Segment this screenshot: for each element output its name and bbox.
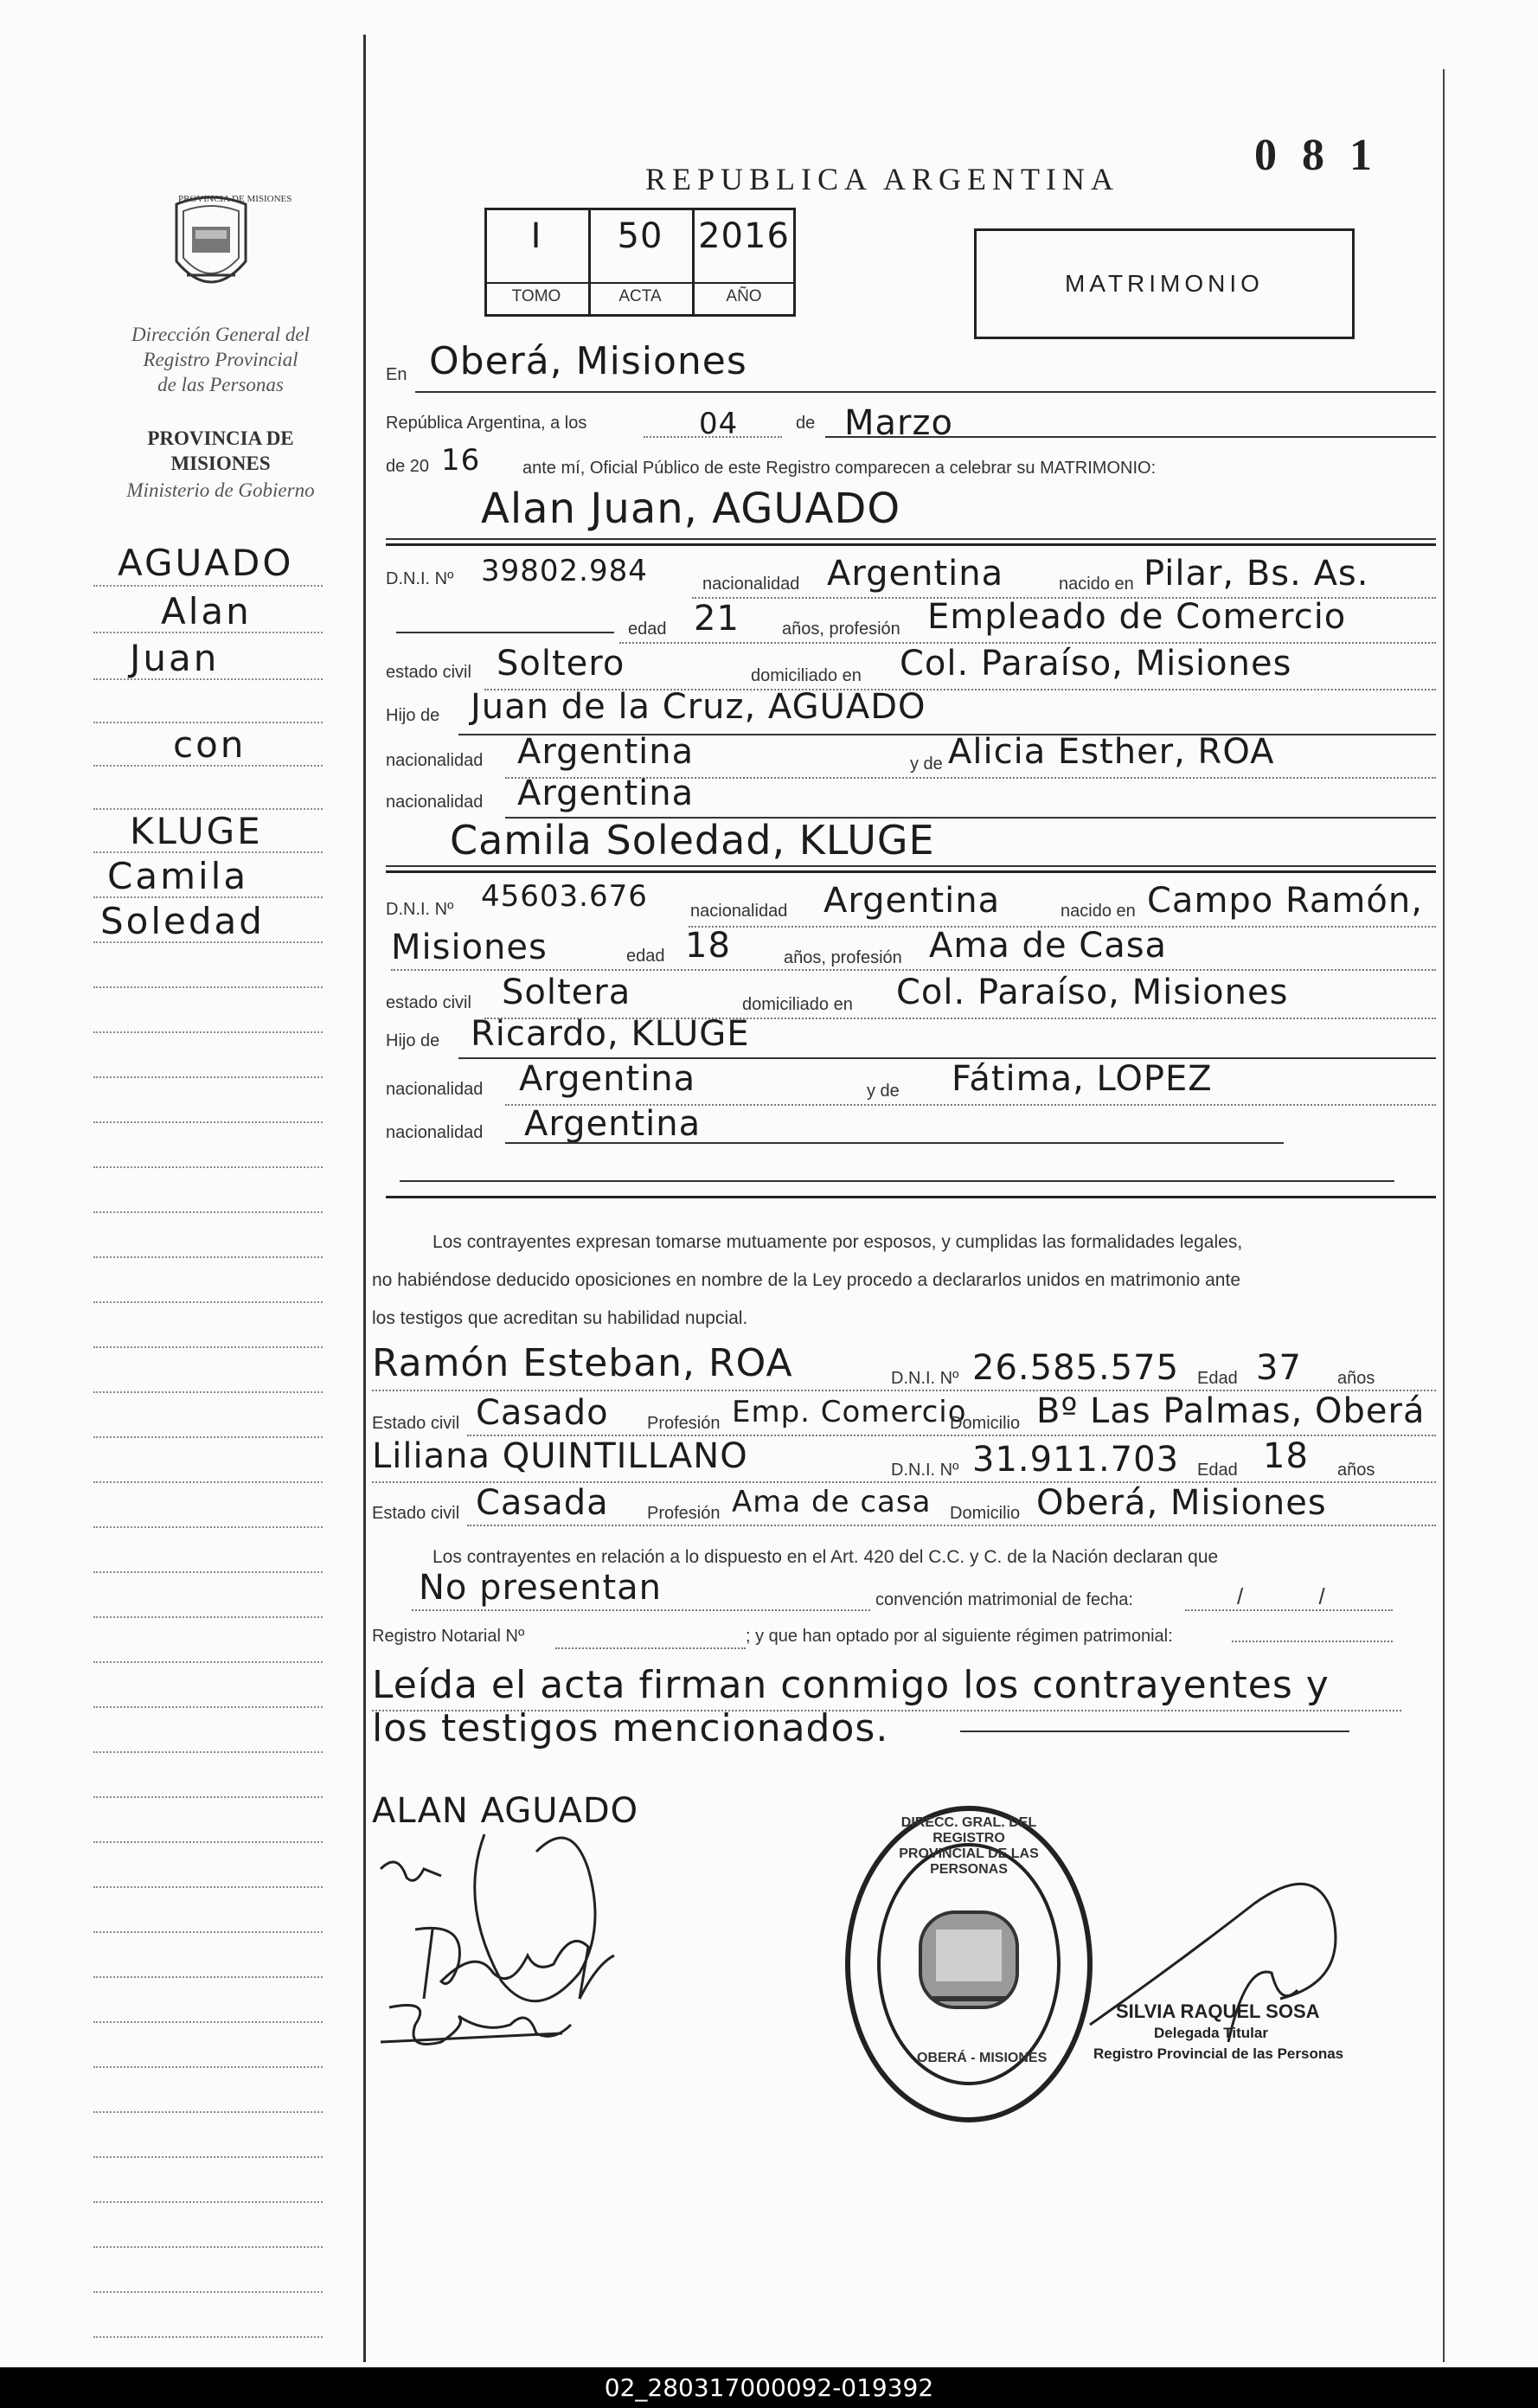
- witness2-civil: Casada: [476, 1483, 609, 1523]
- margin-note-surname: AGUADO: [118, 542, 294, 584]
- closing-line-2: los testigos mencionados.: [372, 1706, 889, 1750]
- witness1-anios-label: años: [1337, 1369, 1375, 1388]
- groom-birthplace: Pilar, Bs. As.: [1144, 554, 1369, 594]
- month-value: Marzo: [844, 403, 953, 443]
- place-value: Oberá, Misiones: [429, 339, 747, 383]
- witness1-civil-label: Estado civil: [372, 1414, 460, 1433]
- registro-line: [555, 1647, 746, 1649]
- regime-date-value: / /: [1237, 1583, 1360, 1609]
- witness2-dni-label: D.N.I. Nº: [891, 1461, 959, 1480]
- groom-printed-name: ALAN AGUADO: [372, 1791, 639, 1831]
- bride-extra-line: [400, 1180, 1394, 1182]
- groom-mother-nationality: Argentina: [517, 774, 695, 813]
- officer-office: Registro Provincial de las Personas: [1093, 2045, 1344, 2062]
- officer-title: Delegada Titular: [1154, 2025, 1268, 2041]
- bride-age-label: edad: [626, 947, 665, 966]
- groom-address-label: domiciliado en: [751, 666, 862, 685]
- bride-rule: [386, 870, 1436, 873]
- groom-dni-label: D.N.I. Nº: [386, 569, 454, 588]
- bride-name: Camila Soledad, KLUGE: [450, 817, 935, 864]
- bride-mother-label: y de: [867, 1082, 900, 1101]
- agency-line-2: Registro Provincial: [143, 349, 298, 370]
- bride-age-line: [391, 969, 1436, 971]
- folio-number: 0 8 1: [1254, 131, 1379, 180]
- witness2-anios-label: años: [1337, 1461, 1375, 1480]
- bride-profession: Ama de Casa: [929, 926, 1168, 966]
- groom-birthplace-label: nacido en: [1059, 575, 1134, 594]
- bride-dni-label: D.N.I. Nº: [386, 900, 454, 919]
- witness1-age: 37: [1256, 1348, 1302, 1388]
- official-stamp: [839, 1800, 1099, 2129]
- regime-presentan-line: [412, 1609, 870, 1611]
- document-type-box: MATRIMONIO: [974, 228, 1355, 339]
- bride-section-end: [386, 1196, 1436, 1198]
- bride-nationality-label: nacionalidad: [690, 902, 788, 921]
- agency-line-3: de las Personas: [157, 374, 284, 395]
- witness2-profession: Ama de casa: [732, 1485, 932, 1519]
- anio-value: 2016: [698, 216, 790, 256]
- bride-mother: Fátima, LOPEZ: [952, 1059, 1213, 1099]
- groom-father-label: Hijo de: [386, 706, 440, 725]
- anio-label: AÑO: [726, 287, 762, 305]
- groom-blank-line: [396, 632, 614, 633]
- tomo-label: TOMO: [511, 287, 561, 305]
- witness1-profession-label: Profesión: [647, 1414, 721, 1433]
- right-border: [1443, 69, 1445, 2362]
- declaration-line-3: los testigos que acreditan su habilidad nupcial.: [372, 1308, 748, 1328]
- intro-text: ante mí, Oficial Público de este Registro comparecen a celebrar su MATRIMONIO:: [522, 459, 1157, 478]
- groom-mother-label: y de: [910, 755, 943, 774]
- groom-name: Alan Juan, AGUADO: [481, 485, 901, 533]
- witness1-dni-label: D.N.I. Nº: [891, 1369, 959, 1388]
- bride-mother-nat-label: nacionalidad: [386, 1123, 484, 1142]
- image-id: 02_280317000092-019392: [604, 2373, 934, 2402]
- province-line-1: PROVINCIA DE: [147, 427, 294, 449]
- regime-presentan: No presentan: [419, 1568, 663, 1608]
- witness2-civil-label: Estado civil: [372, 1504, 460, 1523]
- country-heading: REPUBLICA ARGENTINA: [645, 162, 1120, 196]
- witness2-age-label: Edad: [1197, 1461, 1238, 1480]
- bride-address-label: domiciliado en: [742, 995, 853, 1014]
- agency-name: [95, 322, 346, 397]
- closing-line-1: Leída el acta firman conmigo los contrayentes y: [372, 1663, 1330, 1707]
- seal-text: PROVINCIA DE MISIONES: [178, 194, 292, 204]
- witness1-dni: 26.585.575: [972, 1348, 1180, 1388]
- groom-address: Col. Paraíso, Misiones: [900, 644, 1292, 684]
- bride-name-line: [386, 865, 1436, 867]
- registro-label: Registro Notarial Nº: [372, 1627, 525, 1646]
- witness1-name: Ramón Esteban, ROA: [372, 1341, 793, 1385]
- witness2-name: Liliana QUINTILLANO: [372, 1436, 748, 1476]
- groom-mother: Alicia Esther, ROA: [948, 732, 1275, 772]
- groom-profession-label: años, profesión: [782, 620, 900, 639]
- de-label: de: [796, 414, 816, 433]
- bride-civil: Soltera: [502, 973, 631, 1012]
- margin-note-bride-surname: KLUGE: [130, 810, 263, 852]
- tomo-value: I: [530, 216, 542, 256]
- groom-father-nat-label: nacionalidad: [386, 751, 484, 770]
- regime-date-line: [1185, 1609, 1393, 1611]
- officer-name: SILVIA RAQUEL SOSA: [1116, 2000, 1320, 2022]
- bride-mother-line: [505, 1142, 1284, 1144]
- groom-profession: Empleado de Comercio: [927, 597, 1347, 637]
- groom-nationality-label: nacionalidad: [702, 575, 800, 594]
- stamp-ring-text: DIRECC. GRAL. DEL REGISTRO PROVINCIAL DE LAS PERSONAS: [899, 1815, 1039, 1877]
- regimen-label: ; y que han optado por al siguiente régimen patrimonial:: [746, 1627, 1173, 1646]
- bride-age: 18: [685, 926, 731, 966]
- bride-civil-label: estado civil: [386, 993, 471, 1012]
- bride-father-label: Hijo de: [386, 1031, 440, 1050]
- bride-dni: 45603.676: [481, 879, 648, 914]
- agency-line-1: Dirección General del: [131, 324, 311, 345]
- bride-address: Col. Paraíso, Misiones: [896, 973, 1289, 1012]
- witness2-address-label: Domicilio: [950, 1504, 1021, 1523]
- provincial-seal: [170, 192, 253, 299]
- province-name: [95, 426, 346, 476]
- witness2-address: Oberá, Misiones: [1036, 1483, 1327, 1523]
- witness2-dni: 31.911.703: [972, 1440, 1180, 1480]
- groom-mother-nat-label: nacionalidad: [386, 793, 484, 812]
- bride-father: Ricardo, KLUGE: [471, 1014, 750, 1054]
- witness2-age: 18: [1263, 1436, 1309, 1476]
- witness1-address-label: Domicilio: [950, 1414, 1021, 1433]
- bride-birthplace-label: nacido en: [1061, 902, 1136, 921]
- en-label: En: [386, 365, 407, 384]
- groom-dni: 39802.984: [481, 554, 648, 588]
- day-value: 04: [699, 407, 739, 441]
- witness1-age-label: Edad: [1197, 1369, 1238, 1388]
- declaration-line-1: Los contrayentes expresan tomarse mutuamente por esposos, y cumplidas las formalidades legales,: [433, 1232, 1243, 1252]
- acta-label: ACTA: [618, 287, 662, 305]
- witness1-civil: Casado: [476, 1393, 609, 1433]
- groom-father-nationality: Argentina: [517, 732, 695, 772]
- margin-note-middle-name: Juan: [130, 637, 220, 679]
- regime-line-1: Los contrayentes en relación a lo dispuesto en el Art. 420 del C.C. y C. de la Nación declaran que: [433, 1547, 1219, 1567]
- regime-convencion-label: convención matrimonial de fecha:: [875, 1590, 1133, 1609]
- bride-nationality: Argentina: [823, 881, 1001, 921]
- margin-note-first-name: Alan: [161, 590, 252, 633]
- declaration-line-2: no habiéndose deducido oposiciones en nombre de la Ley procedo a declararlos unidos en matrimonio ante: [372, 1270, 1241, 1290]
- margin-note-con: con: [173, 723, 247, 766]
- groom-civil-label: estado civil: [386, 663, 471, 682]
- groom-name-line: [386, 538, 1436, 540]
- bride-father-nationality: Argentina: [519, 1059, 696, 1099]
- bride-birthplace: Campo Ramón,: [1147, 881, 1423, 921]
- margin-note-bride-second: Soledad: [100, 900, 265, 942]
- groom-father: Juan de la Cruz, AGUADO: [471, 687, 926, 727]
- bride-birthplace-cont: Misiones: [391, 928, 548, 967]
- republica-label: República Argentina, a los: [386, 414, 587, 433]
- groom-rule: [386, 543, 1436, 546]
- witness1-address: Bº Las Palmas, Oberá: [1036, 1391, 1426, 1431]
- witness2-profession-label: Profesión: [647, 1504, 721, 1523]
- regimen-line: [1232, 1641, 1393, 1642]
- groom-civil: Soltero: [497, 644, 625, 684]
- margin-note-bride-first: Camila: [107, 855, 249, 897]
- witness1-profession: Emp. Comercio: [732, 1395, 967, 1429]
- bride-mother-nationality: Argentina: [524, 1104, 702, 1144]
- groom-age-label: edad: [628, 620, 667, 639]
- closing-line-2-rule: [960, 1731, 1349, 1732]
- acta-value: 50: [617, 216, 663, 256]
- registry-id-table: [484, 208, 796, 317]
- year-suffix: 16: [441, 443, 481, 478]
- groom-nationality: Argentina: [827, 554, 1004, 594]
- bride-profession-label: años, profesión: [784, 948, 902, 967]
- place-line: [415, 391, 1436, 393]
- groom-age: 21: [694, 599, 740, 639]
- witness2-civil-line: [467, 1525, 1436, 1526]
- bride-father-nat-label: nacionalidad: [386, 1080, 484, 1099]
- ministry-name: Ministerio de Gobierno: [126, 479, 315, 501]
- stamp-city: OBERÁ - MISIONES: [917, 2051, 1048, 2065]
- province-line-2: MISIONES: [170, 453, 271, 474]
- year-prefix: de 20: [386, 457, 430, 476]
